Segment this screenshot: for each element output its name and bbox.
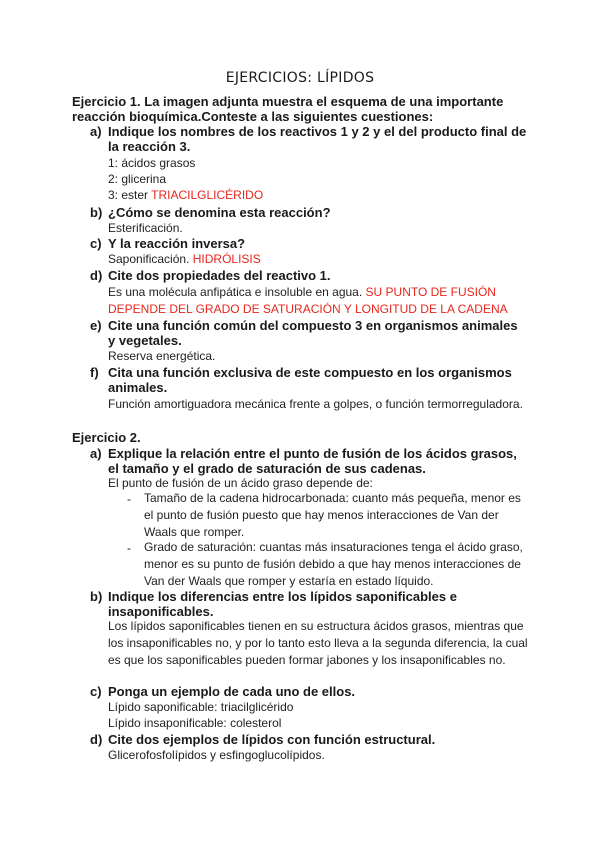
ex1-b-label: b) bbox=[90, 205, 103, 220]
ex1-a-answer-1: 1: ácidos grasos bbox=[108, 156, 196, 170]
ex1-c-answer-red: HIDRÓLISIS bbox=[192, 252, 261, 266]
ex1-f-answer: Función amortiguadora mecánica frente a golpes, o función termorreguladora. bbox=[108, 397, 523, 411]
ex1-d-label: d) bbox=[90, 268, 103, 283]
ex1-f-text: Cita una función exclusiva de este compuesto en los organismos animales. bbox=[108, 365, 512, 395]
ex1-f-label: f) bbox=[90, 365, 99, 380]
ex2-a-bullet-1: Tamaño de la cadena hidrocarbonada: cuanto más pequeña, menor es el punto de fusión puesto que hay menos interacciones de Van der Waals que romper. bbox=[144, 491, 521, 539]
ex2-a-bullet-1-dash: - bbox=[127, 492, 131, 506]
exercise-1-heading: Ejercicio 1. La imagen adjunta muestra el esquema de una importante reacción bioquímica.Conteste a las siguientes cuestiones: bbox=[72, 94, 504, 124]
ex1-c-text: Y la reacción inversa? bbox=[108, 236, 246, 251]
ex2-a-bullet-2-dash: - bbox=[127, 541, 131, 555]
ex2-d-answer: Glicerofosfolípidos y esfingoglucolípidos. bbox=[108, 748, 325, 762]
ex1-c-answer-text: Saponificación. bbox=[108, 252, 193, 266]
ex2-c-answer-2: Lípido insaponificable: colesterol bbox=[108, 716, 282, 730]
ex1-c-answer bbox=[108, 252, 528, 267]
ex1-a-text: Indique los nombres de los reactivos 1 y 2 y el del producto final de la reacción 3. bbox=[108, 124, 527, 154]
ex2-a-text: Explique la relación entre el punto de fusión de los ácidos grasos, el tamaño y el grado de saturación de sus cadenas. bbox=[108, 446, 517, 476]
ex1-c-label: c) bbox=[90, 236, 102, 251]
ex2-d-text: Cite dos ejemplos de lípidos con función estructural. bbox=[108, 732, 436, 747]
ex1-d-answer bbox=[108, 284, 528, 318]
ex1-a-answer-2: 2: glicerina bbox=[108, 172, 167, 186]
page-title: EJERCICIOS: LÍPIDOS bbox=[225, 70, 375, 86]
ex1-a-answer-3-red: TRIACILGLICÉRIDO bbox=[151, 188, 264, 202]
ex2-a-intro: El punto de fusión de un ácido graso depende de: bbox=[108, 476, 373, 490]
ex2-a-bullet-2: Grado de saturación: cuantas más insaturaciones tenga el ácido graso, menor es su punto de fusión debido a que hay menos interacciones de Van der Waals que romper y estaría en estado líquido. bbox=[144, 540, 523, 588]
ex1-e-text: Cite una función común del compuesto 3 en organismos animales y vegetales. bbox=[108, 318, 518, 348]
ex1-b-text: ¿Cómo se denomina esta reacción? bbox=[108, 205, 331, 220]
ex1-d-answer-red: SU PUNTO DE FUSIÓN DEPENDE DEL GRADO DE SATURACIÓN Y LONGITUD DE LA CADENA bbox=[108, 285, 508, 316]
ex1-a-answer-3-text: 3: ester bbox=[108, 188, 152, 202]
ex2-c-answer-1: Lípido saponificable: triacilglicérido bbox=[108, 700, 294, 714]
exercise-2-heading: Ejercicio 2. bbox=[72, 430, 141, 445]
ex2-b-text: Indique los diferencias entre los lípidos saponificables e insaponificables. bbox=[108, 589, 457, 619]
ex1-b-answer: Esterificación. bbox=[108, 221, 183, 235]
ex1-e-label: e) bbox=[90, 318, 102, 333]
ex1-d-text: Cite dos propiedades del reactivo 1. bbox=[108, 268, 331, 283]
ex1-e-answer: Reserva energética. bbox=[108, 349, 216, 363]
ex1-d-answer-text: Es una molécula anfipática e insoluble en agua. bbox=[108, 285, 366, 299]
ex2-c-label: c) bbox=[90, 684, 102, 699]
ex1-a-label: a) bbox=[90, 124, 102, 139]
ex2-c-text: Ponga un ejemplo de cada uno de ellos. bbox=[108, 684, 356, 699]
ex1-a-answer-3 bbox=[108, 188, 528, 203]
ex2-d-label: d) bbox=[90, 732, 103, 747]
ex2-b-answer: Los lípidos saponificables tienen en su estructura ácidos grasos, mientras que los insaponificables no, y por lo tanto esto lleva a la segunda diferencia, la cual es que los saponificables pueden formar jabones y los insaponificables no. bbox=[108, 619, 528, 667]
ex2-a-label: a) bbox=[90, 446, 102, 461]
ex2-b-label: b) bbox=[90, 589, 103, 604]
